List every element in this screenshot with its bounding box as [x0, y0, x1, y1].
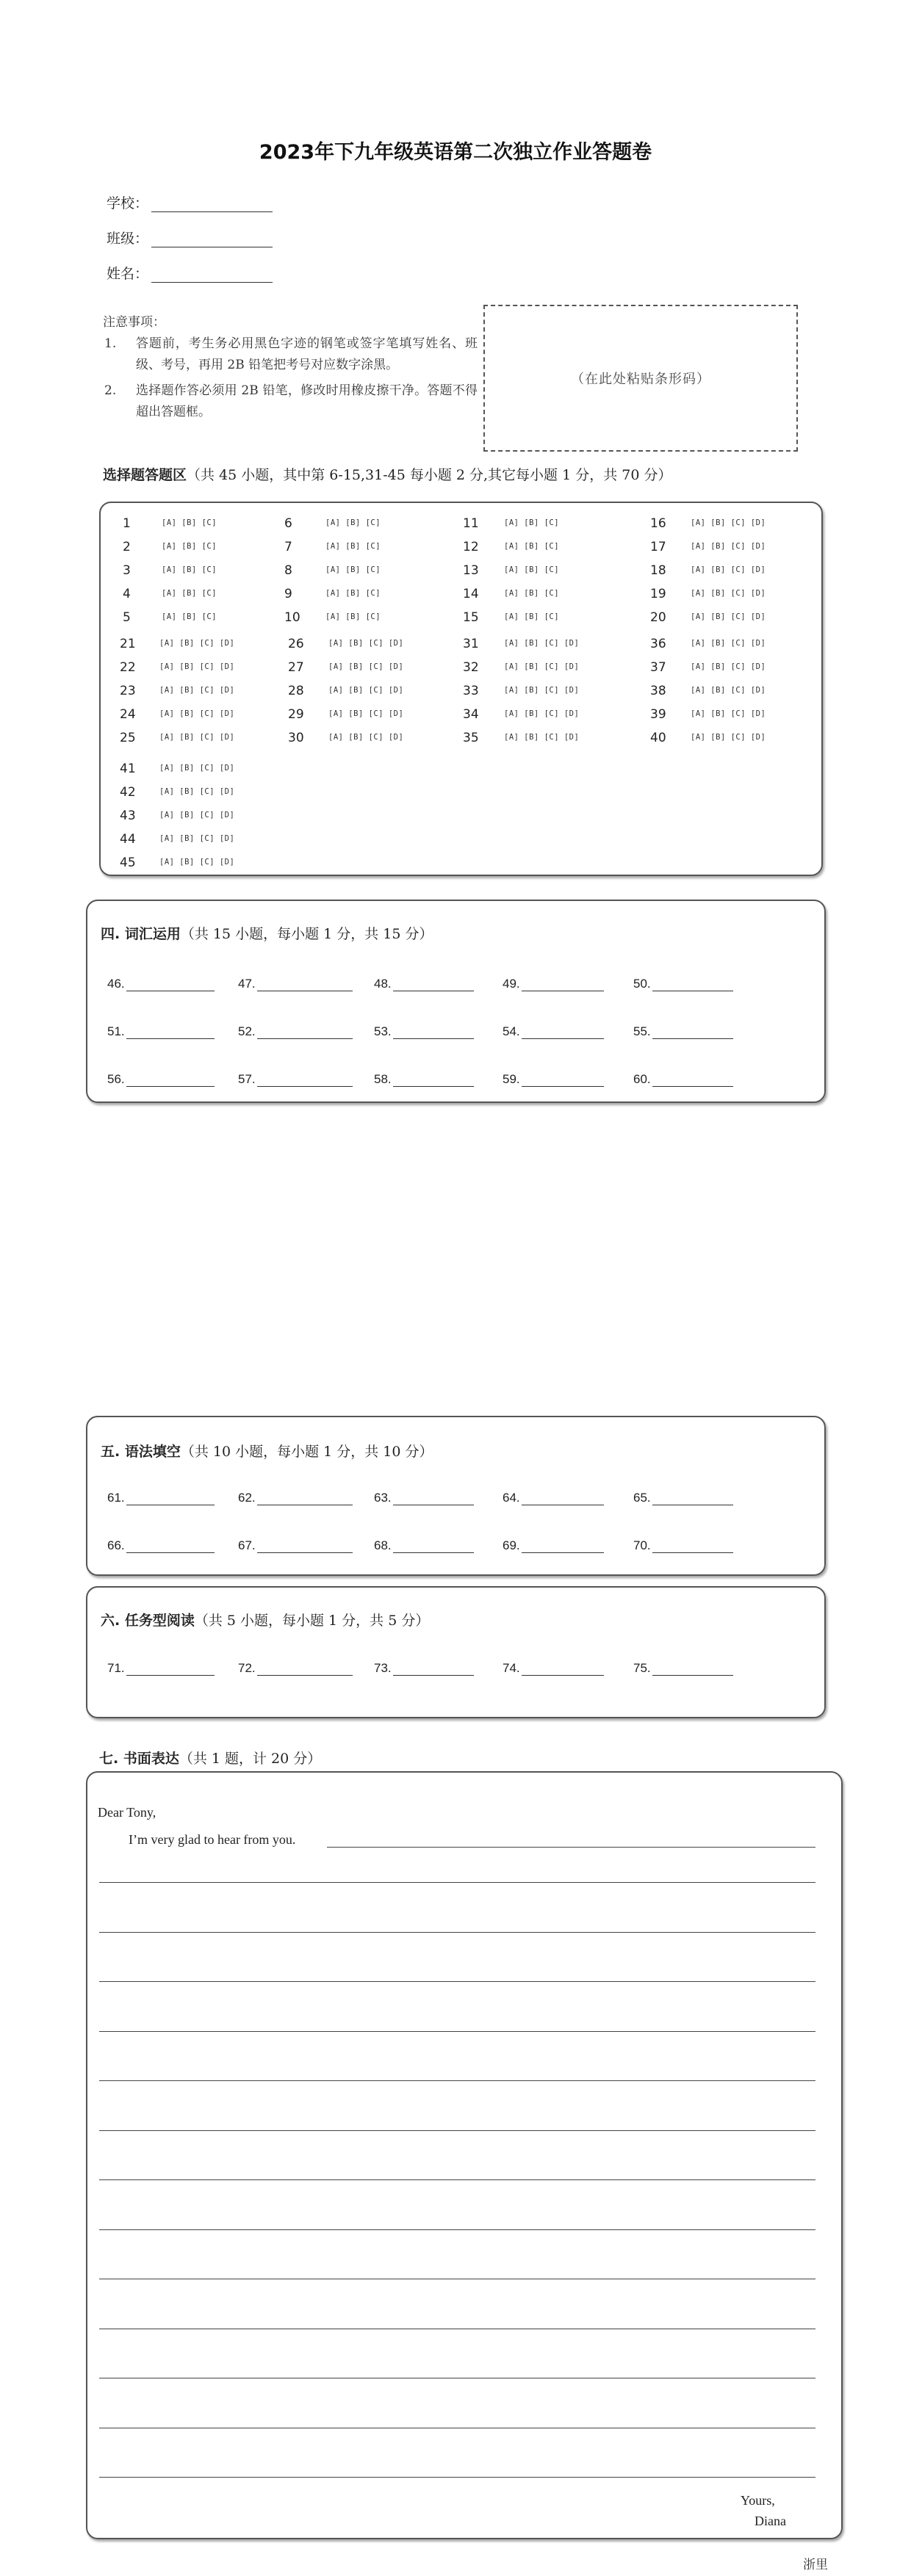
blank-line	[257, 978, 353, 991]
mc-option-bubbles[interactable]: [A] [B] [C] [D]	[504, 733, 580, 742]
blank-line	[522, 1492, 604, 1505]
blank-number: 61.	[107, 1491, 125, 1505]
mc-question-number: 2	[123, 540, 131, 554]
answer-blank[interactable]	[503, 1024, 604, 1039]
sec6-box	[86, 1586, 826, 1718]
mc-option-bubbles[interactable]: [A] [B] [C] [D]	[159, 639, 235, 648]
mc-question-number: 21	[120, 637, 136, 651]
blank-line	[652, 1663, 733, 1676]
letter-closing: Yours,	[741, 2493, 775, 2508]
mc-question-number: 10	[284, 610, 300, 625]
blank-line	[522, 1074, 604, 1087]
mc-question-number: 20	[650, 610, 666, 625]
blank-line	[126, 1074, 215, 1087]
answer-blank[interactable]	[633, 1072, 733, 1087]
blank-line	[393, 1663, 474, 1676]
school-field[interactable]	[107, 192, 273, 212]
blank-number: 71.	[107, 1661, 125, 1675]
mc-question-number: 22	[120, 660, 136, 675]
mc-option-bubbles[interactable]: [A] [B] [C] [D]	[159, 787, 235, 796]
mc-option-bubbles[interactable]: [A] [B] [C] [D]	[328, 662, 404, 671]
writing-line[interactable]	[99, 2477, 815, 2478]
mc-question-number: 13	[463, 563, 479, 578]
blank-line	[126, 1026, 215, 1039]
mc-option-bubbles[interactable]: [A] [B] [C] [D]	[159, 834, 235, 843]
sec5-box	[86, 1416, 826, 1576]
barcode-label: （在此处粘贴条形码）	[571, 372, 710, 387]
blank-line	[522, 978, 604, 991]
answer-blank[interactable]	[374, 1661, 474, 1676]
school-line	[151, 198, 273, 212]
mc-option-bubbles[interactable]: [A] [B] [C] [D]	[159, 764, 235, 773]
mc-option-bubbles[interactable]: [A] [B] [C] [D]	[691, 589, 766, 598]
mc-question-number: 23	[120, 684, 136, 698]
blank-number: 47.	[238, 977, 256, 991]
letter-signature: Diana	[755, 2514, 786, 2528]
mc-option-bubbles[interactable]: [A] [B] [C]	[162, 565, 217, 574]
mc-question-number: 44	[120, 832, 136, 847]
class-label: 班级：	[107, 231, 149, 247]
page-title: 2023年下九年级英语第二次独立作业答题卷	[259, 141, 652, 164]
mc-option-bubbles[interactable]: [A] [B] [C] [D]	[328, 639, 404, 648]
blank-number: 64.	[503, 1491, 520, 1505]
sec6-heading	[101, 1610, 429, 1629]
mc-option-bubbles[interactable]: [A] [B] [C]	[162, 589, 217, 598]
mc-option-bubbles[interactable]: [A] [B] [C] [D]	[504, 639, 580, 648]
mc-question-number: 40	[650, 731, 666, 745]
mc-option-bubbles[interactable]: [A] [B] [C]	[162, 518, 217, 527]
mc-question-number: 26	[288, 637, 304, 651]
mc-option-bubbles[interactable]: [A] [B] [C] [D]	[691, 542, 766, 551]
answer-blank[interactable]	[503, 977, 604, 991]
writing-line[interactable]	[327, 1830, 815, 1848]
blank-number: 74.	[503, 1661, 520, 1675]
answer-blank[interactable]	[238, 1024, 353, 1039]
mc-option-bubbles[interactable]: [A] [B] [C]	[504, 542, 560, 551]
answer-blank[interactable]	[503, 1491, 604, 1505]
mc-option-bubbles[interactable]: [A] [B] [C] [D]	[159, 733, 235, 742]
mc-option-bubbles[interactable]: [A] [B] [C] [D]	[691, 518, 766, 527]
mc-option-bubbles[interactable]: [A] [B] [C]	[504, 565, 560, 574]
mc-option-bubbles[interactable]: [A] [B] [C] [D]	[504, 709, 580, 718]
notice-text: 答题前，考生务必用黑色字迹的钢笔或签字笔填写姓名、班级、考号，再用 2B 铅笔把考号对应数字涂黑。	[136, 336, 478, 372]
sec4-heading	[101, 923, 433, 943]
answer-blank[interactable]	[633, 1491, 733, 1505]
blank-line	[257, 1074, 353, 1087]
answer-blank[interactable]	[374, 1024, 474, 1039]
mc-option-bubbles[interactable]: [A] [B] [C] [D]	[328, 709, 404, 718]
answer-blank[interactable]	[374, 977, 474, 991]
mc-question-number: 4	[123, 587, 131, 601]
blank-line	[126, 1492, 215, 1505]
writing-line[interactable]	[99, 2179, 815, 2180]
blank-number: 66.	[107, 1538, 125, 1552]
mc-option-bubbles[interactable]: [A] [B] [C]	[504, 518, 560, 527]
sec5-heading	[101, 1441, 433, 1461]
answer-blank[interactable]	[107, 1538, 215, 1553]
mc-question-number: 41	[120, 761, 136, 776]
answer-blank[interactable]	[503, 1538, 604, 1553]
blank-number: 50.	[633, 977, 651, 991]
writing-line[interactable]	[99, 1882, 815, 1883]
blank-number: 54.	[503, 1024, 520, 1038]
blank-number: 49.	[503, 977, 520, 991]
mc-question-number: 31	[463, 637, 479, 651]
name-line	[151, 268, 273, 283]
name-label: 姓名：	[107, 266, 149, 282]
mc-question-number: 16	[650, 516, 666, 531]
blank-number: 60.	[633, 1072, 651, 1086]
sec7-heading	[99, 1748, 321, 1768]
writing-line[interactable]	[99, 2080, 815, 2081]
mc-option-bubbles[interactable]: [A] [B] [C] [D]	[691, 709, 766, 718]
blank-number: 55.	[633, 1024, 651, 1038]
letter-first-line: I’m very glad to hear from you.	[129, 1832, 296, 1847]
answer-blank[interactable]	[238, 977, 353, 991]
sec5-title: 五. 语法填空	[101, 1444, 181, 1460]
blank-line	[393, 1540, 474, 1553]
notice-text: 选择题作答必须用 2B 铅笔，修改时用橡皮擦干净。答题不得超出答题框。	[136, 383, 478, 419]
mc-question-number: 39	[650, 707, 666, 722]
answer-blank[interactable]	[238, 1661, 353, 1676]
blank-number: 48.	[374, 977, 392, 991]
answer-blank[interactable]	[633, 977, 733, 991]
answer-blank[interactable]	[107, 1491, 215, 1505]
mc-question-number: 29	[288, 707, 304, 722]
notice-item	[103, 380, 478, 423]
mc-question-number: 30	[288, 731, 304, 745]
writing-line[interactable]	[99, 1932, 815, 1933]
mc-question-number: 7	[284, 540, 292, 554]
mc-option-bubbles[interactable]: [A] [B] [C] [D]	[328, 733, 404, 742]
writing-line[interactable]	[99, 2229, 815, 2230]
mc-option-bubbles[interactable]: [A] [B] [C] [D]	[691, 662, 766, 671]
blank-number: 51.	[107, 1024, 125, 1038]
writing-box	[86, 1771, 843, 2539]
sec5-desc: （共 10 小题，每小题 1 分，共 10 分）	[180, 1444, 433, 1460]
mc-option-bubbles[interactable]: [A] [B] [C] [D]	[691, 686, 766, 695]
blank-number: 53.	[374, 1024, 392, 1038]
blank-line	[522, 1026, 604, 1039]
blank-number: 56.	[107, 1072, 125, 1086]
answer-blank[interactable]	[238, 1538, 353, 1553]
mc-option-bubbles[interactable]: [A] [B] [C] [D]	[159, 662, 235, 671]
mc-question-number: 34	[463, 707, 479, 722]
answer-blank[interactable]	[633, 1661, 733, 1676]
blank-line	[522, 1663, 604, 1676]
answer-blank[interactable]	[374, 1072, 474, 1087]
mc-question-number: 37	[650, 660, 666, 675]
blank-number: 58.	[374, 1072, 392, 1086]
mc-option-bubbles[interactable]: [A] [B] [C] [D]	[159, 686, 235, 695]
mc-title: 选择题答题区	[103, 467, 187, 483]
name-field[interactable]	[107, 263, 273, 283]
answer-blank[interactable]	[238, 1491, 353, 1505]
mc-question-number: 32	[463, 660, 479, 675]
mc-question-number: 42	[120, 785, 136, 800]
mc-option-bubbles[interactable]: [A] [B] [C] [D]	[328, 686, 404, 695]
mc-option-bubbles[interactable]: [A] [B] [C]	[325, 518, 381, 527]
mc-question-number: 35	[463, 731, 479, 745]
blank-line	[522, 1540, 604, 1553]
blank-number: 72.	[238, 1661, 256, 1675]
blank-number: 57.	[238, 1072, 256, 1086]
mc-question-number: 43	[120, 808, 136, 823]
writing-line[interactable]	[99, 2031, 815, 2032]
mc-option-bubbles[interactable]: [A] [B] [C]	[325, 542, 381, 551]
answer-blank[interactable]	[503, 1072, 604, 1087]
mc-option-bubbles[interactable]: [A] [B] [C] [D]	[504, 686, 580, 695]
answer-blank[interactable]	[107, 1072, 215, 1087]
blank-line	[393, 1492, 474, 1505]
mc-option-bubbles[interactable]: [A] [B] [C] [D]	[159, 709, 235, 718]
blank-number: 52.	[238, 1024, 256, 1038]
answer-blank[interactable]	[374, 1538, 474, 1553]
sec4-title: 四. 词汇运用	[101, 926, 181, 942]
class-line	[151, 233, 273, 247]
blank-line	[257, 1026, 353, 1039]
blank-number: 63.	[374, 1491, 392, 1505]
blank-number: 75.	[633, 1661, 651, 1675]
mc-question-number: 15	[463, 610, 479, 625]
blank-number: 67.	[238, 1538, 256, 1552]
answer-blank[interactable]	[633, 1024, 733, 1039]
barcode-area	[483, 305, 798, 452]
mc-question-number: 24	[120, 707, 136, 722]
mc-question-number: 27	[288, 660, 304, 675]
blank-line	[652, 1492, 733, 1505]
blank-line	[257, 1540, 353, 1553]
mc-question-number: 12	[463, 540, 479, 554]
mc-question-number: 8	[284, 563, 292, 578]
mc-question-number: 3	[123, 563, 131, 578]
mc-option-bubbles[interactable]: [A] [B] [C]	[325, 612, 381, 621]
answer-blank[interactable]	[503, 1661, 604, 1676]
mc-question-number: 1	[123, 516, 131, 531]
blank-line	[652, 1540, 733, 1553]
blank-number: 65.	[633, 1491, 651, 1505]
mc-option-bubbles[interactable]: [A] [B] [C] [D]	[691, 733, 766, 742]
mc-option-bubbles[interactable]: [A] [B] [C]	[504, 612, 560, 621]
mc-question-number: 17	[650, 540, 666, 554]
notice-num: 1.	[104, 336, 117, 351]
letter-salutation: Dear Tony,	[98, 1805, 156, 1820]
notice-heading: 注意事项：	[103, 315, 165, 330]
mc-option-bubbles[interactable]: [A] [B] [C] [D]	[159, 811, 235, 820]
blank-line	[393, 1026, 474, 1039]
mc-heading	[103, 464, 671, 484]
school-label: 学校：	[107, 195, 149, 211]
mc-question-number: 6	[284, 516, 292, 531]
mc-question-number: 5	[123, 610, 131, 625]
writing-line[interactable]	[99, 2130, 815, 2131]
blank-line	[393, 978, 474, 991]
footer-text: 浙里	[803, 2558, 828, 2572]
blank-line	[257, 1663, 353, 1676]
mc-question-number: 9	[284, 587, 292, 601]
mc-question-number: 14	[463, 587, 479, 601]
blank-number: 46.	[107, 977, 125, 991]
answer-blank[interactable]	[107, 1024, 215, 1039]
blank-number: 73.	[374, 1661, 392, 1675]
mc-question-number: 38	[650, 684, 666, 698]
blank-line	[257, 1492, 353, 1505]
mc-question-number: 18	[650, 563, 666, 578]
blank-line	[393, 1074, 474, 1087]
mc-question-number: 25	[120, 731, 136, 745]
mc-question-number: 28	[288, 684, 304, 698]
mc-option-bubbles[interactable]: [A] [B] [C]	[162, 542, 217, 551]
sec4-box	[86, 900, 826, 1103]
blank-line	[652, 1074, 733, 1087]
answer-blank[interactable]	[238, 1072, 353, 1087]
blank-number: 68.	[374, 1538, 392, 1552]
blank-number: 70.	[633, 1538, 651, 1552]
blank-number: 69.	[503, 1538, 520, 1552]
mc-option-bubbles[interactable]: [A] [B] [C] [D]	[691, 639, 766, 648]
mc-option-bubbles[interactable]: [A] [B] [C]	[504, 589, 560, 598]
answer-blank[interactable]	[374, 1491, 474, 1505]
blank-line	[126, 1663, 215, 1676]
blank-line	[652, 978, 733, 991]
blank-number: 62.	[238, 1491, 256, 1505]
sec4-desc: （共 15 小题，每小题 1 分，共 15 分）	[180, 926, 433, 942]
sec7-desc: （共 1 题，计 20 分）	[179, 1751, 322, 1767]
answer-blank[interactable]	[107, 1661, 215, 1676]
mc-option-bubbles[interactable]: [A] [B] [C] [D]	[504, 662, 580, 671]
mc-option-bubbles[interactable]: [A] [B] [C] [D]	[691, 612, 766, 621]
mc-question-number: 36	[650, 637, 666, 651]
mc-option-bubbles[interactable]: [A] [B] [C]	[325, 589, 381, 598]
mc-option-bubbles[interactable]: [A] [B] [C] [D]	[159, 858, 235, 866]
class-field[interactable]	[107, 228, 273, 247]
mc-question-number: 19	[650, 587, 666, 601]
notice-block	[103, 312, 478, 423]
blank-line	[126, 978, 215, 991]
notice-num: 2.	[104, 383, 117, 398]
blank-line	[126, 1540, 215, 1553]
blank-number: 59.	[503, 1072, 520, 1086]
mc-option-bubbles[interactable]: [A] [B] [C]	[325, 565, 381, 574]
mc-desc: （共 45 小题，其中第 6-15,31-45 每小题 2 分,其它每小题 1 分，共 70 分）	[187, 467, 672, 483]
sec7-title: 七. 书面表达	[99, 1751, 179, 1767]
blank-line	[652, 1026, 733, 1039]
mc-option-bubbles[interactable]: [A] [B] [C] [D]	[691, 565, 766, 574]
sec6-desc: （共 5 小题，每小题 1 分，共 5 分）	[194, 1613, 430, 1629]
mc-question-number: 33	[463, 684, 479, 698]
writing-line[interactable]	[99, 1981, 815, 1982]
sec6-title: 六. 任务型阅读	[101, 1613, 195, 1629]
mc-option-bubbles[interactable]: [A] [B] [C]	[162, 612, 217, 621]
answer-blank[interactable]	[633, 1538, 733, 1553]
mc-question-number: 45	[120, 855, 136, 870]
mc-question-number: 11	[463, 516, 479, 531]
notice-item	[103, 333, 478, 376]
answer-blank[interactable]	[107, 977, 215, 991]
